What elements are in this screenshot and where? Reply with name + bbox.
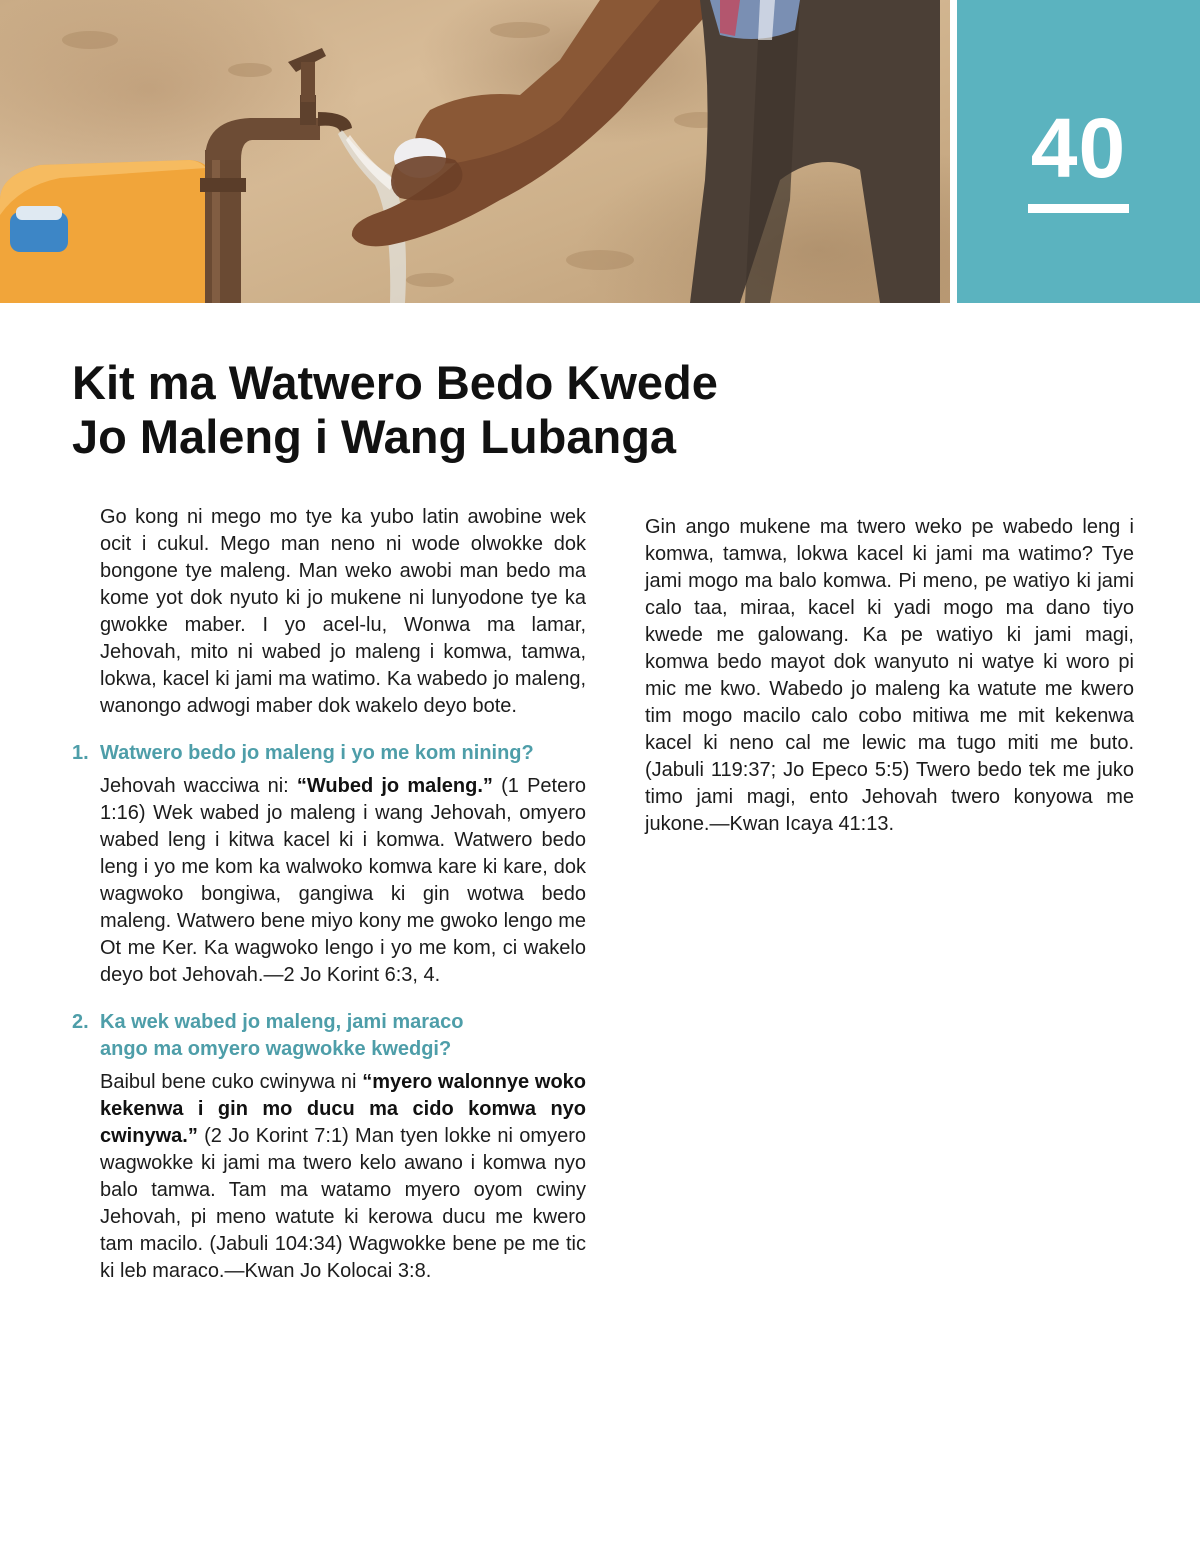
left-column	[72, 504, 586, 1285]
question-1-text: Watwero bedo jo maleng i yo me kom nining?	[100, 742, 534, 764]
hand-washing-illustration	[0, 0, 950, 303]
question-1	[72, 740, 586, 767]
lesson-number-tile	[957, 0, 1200, 303]
question-2-text-line-1: Ka wek wabed jo maleng, jami maraco	[100, 1011, 464, 1033]
jerrycan-icon	[0, 160, 215, 303]
closing-paragraph: Gin ango mukene ma twero weko pe wabedo leng i komwa, tamwa, lokwa kacel ki jami ma watimo? Tye jami mogo ma balo komwa. Pi meno, pe watiyo ki jami calo taa, miraa, kacel ki yadi mogo ma dano tiyo kwede me galowang. Ka pe watiyo ki jami magi, komwa bedo mayot dok wanyuto ni watye ki woro pi mic me kwo. Wabedo jo maleng ka watute me kwero tim mogo macilo calo cobo mitiwa me mit kekenwa kacel ki neno cal me lewic ma tugo miti me buto. (Jabuli 119:37; Jo Epeco 5:5) Twero bedo tek me juko timo jami magi, ento Jehovah twero konyowa me jukone.—Kwan Icaya 41:13.	[645, 516, 1134, 835]
answer-1-text-start: Jehovah wacciwa ni:	[100, 775, 297, 797]
water-tap-icon	[200, 48, 352, 303]
answer-1-quote: “Wubed jo maleng.”	[296, 775, 493, 797]
lesson-number-underline	[1028, 204, 1129, 213]
answer-1-paragraph	[72, 773, 586, 989]
answer-1-text-end: (1 Petero 1:16) Wek wabed jo maleng i wang Jehovah, omyero wabed leng i kitwa kacel ki i komwa. Watwero bedo leng i yo me kom ka walwoko komwa kare ki kare, dok wagwoko bongiwa, gangiwa ki gin wotwa bedo maleng. Watwero bene miyo kony me gwoko lengo me Ot me Ker. Ka wagwoko lengo i yo me kom, ci wakelo deyo bot Jehovah.—2 Jo Korint 6:3, 4.	[100, 775, 586, 986]
answer-2-text-start: Baibul bene cuko cwinywa ni	[100, 1071, 363, 1093]
question-2-text-line-2: ango ma omyero wagwokke kwedgi?	[100, 1038, 452, 1060]
page-title-line-1: Kit ma Watwero Bedo Kwede	[72, 356, 718, 409]
question-2	[72, 1009, 586, 1063]
answer-2-quote: “myero walonnye woko kekenwa i gin mo ducu ma cido komwa nyo cwinywa.”	[100, 1071, 587, 1147]
intro-paragraph: Go kong ni mego mo tye ka yubo latin awobine wek ocit i cukul. Mego man neno ni wode olwokke dok bongone tye maleng. Man weko awobi man bedo ma kome yot dok nyuto ki jo mukene ni lunyodone tye ka gwokke maber. I yo acel-lu, Wonwa ma lamar, Jehovah, mito ni wabed jo maleng i komwa, tamwa, lokwa, kacel ki jami ma watimo. Ka wabedo jo maleng, wanongo adwogi maber dok wakelo deyo bote.	[100, 506, 586, 717]
lesson-number: 40	[1030, 101, 1127, 195]
right-column	[645, 504, 1134, 838]
answer-2-paragraph	[72, 1069, 586, 1285]
hero-photo	[0, 0, 950, 303]
question-2-number: 2.	[72, 1011, 89, 1033]
hands-icon	[352, 0, 720, 246]
page-title	[72, 356, 872, 464]
page-title-line-2: Jo Maleng i Wang Lubanga	[72, 410, 677, 463]
person-clothing-icon	[690, 0, 940, 303]
question-1-number: 1.	[72, 742, 89, 764]
answer-2-text-end: (2 Jo Korint 7:1) Man tyen lokke ni omyero wagwokke ki jami ma twero kelo awano i komwa nyo balo tamwa. Tam ma watamo myero oyom cwiny Jehovah, pi meno watute ki kerowa ducu me kwero tam macilo. (Jabuli 104:34) Wagwokke bene pe me tic ki leb maraco.—Kwan Jo Kolocai 3:8.	[100, 1125, 586, 1282]
